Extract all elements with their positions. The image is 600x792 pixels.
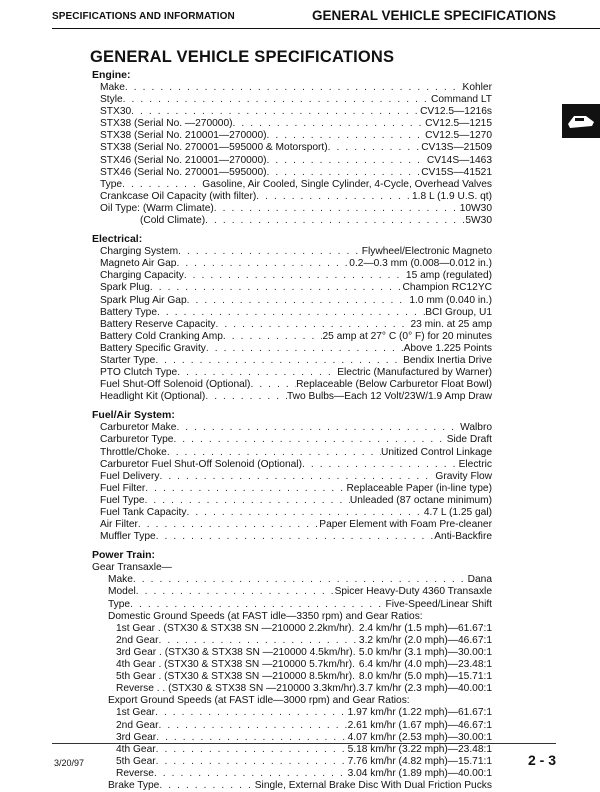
spec-label: 1st Gear . (STX30 & STX38 SN —210000 2.2km/hr) bbox=[116, 622, 352, 634]
spec-label: STX46 (Serial No. 270001—595000) bbox=[100, 166, 267, 178]
spec-row bbox=[100, 130, 492, 142]
spec-label: Make bbox=[108, 574, 133, 586]
spec-value: 1.8 L (1.9 U.S. qt) bbox=[411, 190, 492, 202]
spec-row bbox=[116, 647, 492, 659]
spec-label: Carburetor Fuel Shut-Off Solenoid (Optional) bbox=[100, 458, 302, 470]
spec-label: 2nd Gear bbox=[116, 719, 159, 731]
spec-row bbox=[116, 768, 492, 780]
spec-row bbox=[116, 756, 492, 768]
gear-transaxle-label: Gear Transaxle— bbox=[92, 562, 172, 574]
spec-label: STX30 bbox=[100, 106, 132, 118]
spec-value: 5.18 km/hr (3.22 mph)—23.48:1 bbox=[347, 743, 492, 755]
spec-value: 10W30 bbox=[459, 202, 492, 214]
spec-value: Electric (Manufactured by Warner) bbox=[337, 367, 492, 379]
spec-label: 4th Gear . (STX30 & STX38 SN —210000 5.7km/hr) bbox=[116, 659, 353, 671]
spec-row bbox=[100, 258, 492, 270]
spec-row bbox=[100, 447, 492, 459]
spec-row bbox=[100, 167, 492, 179]
spec-value: BCI Group, U1 bbox=[425, 306, 492, 318]
spec-label: Battery Cold Cranking Amp bbox=[100, 330, 223, 342]
engine-spec-list bbox=[92, 82, 492, 227]
spec-value: Side Draft bbox=[446, 434, 492, 446]
header-divider bbox=[52, 28, 600, 29]
spec-value: 2.61 km/hr (1.67 mph)—46.67:1 bbox=[347, 719, 492, 731]
spec-value: Gasoline, Air Cooled, Single Cylinder, 4-Cycle, Overhead Valves bbox=[202, 178, 492, 190]
spec-row bbox=[100, 422, 492, 434]
spec-value: Replaceable (Below Carburetor Float Bowl) bbox=[296, 379, 492, 391]
spec-label: Charging Capacity bbox=[100, 270, 184, 282]
spec-value: 25 amp at 27° C (0° F) for 20 minutes bbox=[322, 330, 492, 342]
spec-label: Crankcase Oil Capacity (with filter) bbox=[100, 190, 257, 202]
spec-row bbox=[108, 586, 492, 598]
spec-row bbox=[100, 282, 492, 294]
export-speeds-title: Export Ground Speeds (at FAST idle—3000 rpm) and Gear Ratios: bbox=[108, 695, 410, 707]
spec-value: Two Bulbs—Each 12 Volt/23W/1.9 Amp Draw bbox=[287, 391, 492, 403]
spec-label: 2nd Gear bbox=[116, 634, 159, 646]
spec-row bbox=[100, 270, 492, 282]
spec-value: 23 min. at 25 amp bbox=[410, 318, 492, 330]
spec-value: Bendix Inertia Drive bbox=[403, 354, 492, 366]
spec-row bbox=[100, 434, 492, 446]
transaxle-spec-list bbox=[92, 574, 492, 610]
spec-row bbox=[100, 343, 492, 355]
spec-value: CV12.5—1216s bbox=[420, 106, 492, 118]
spec-label: 4th Gear bbox=[116, 743, 156, 755]
spec-row bbox=[100, 495, 492, 507]
spec-value: Paper Element with Foam Pre-cleaner bbox=[319, 519, 492, 531]
spec-row bbox=[116, 732, 492, 744]
spec-row bbox=[100, 179, 492, 191]
page-header bbox=[0, 0, 600, 30]
spec-label: 5th Gear bbox=[116, 755, 156, 767]
spec-label: Carburetor Make bbox=[100, 422, 177, 434]
spec-label: Battery Reserve Capacity bbox=[100, 318, 216, 330]
fuel-section-title: Fuel/Air System: bbox=[92, 409, 175, 422]
power-train-section bbox=[92, 548, 492, 792]
spec-row bbox=[100, 379, 492, 391]
spec-label: STX38 (Serial No. 210001—270000) bbox=[100, 130, 267, 142]
engine-section-title: Engine: bbox=[92, 69, 131, 81]
spec-label: 5th Gear . (STX30 & STX38 SN —210000 8.5km/hr) bbox=[116, 671, 353, 683]
spec-label: 3rd Gear . (STX30 & STX38 SN —210000 4.5km/hr) bbox=[116, 646, 353, 658]
spec-value: CV13S—21509 bbox=[421, 142, 492, 154]
header-section-label: SPECIFICATIONS AND INFORMATION bbox=[52, 11, 235, 22]
spec-value: Dana bbox=[467, 574, 492, 586]
spec-value: Gravity Flow bbox=[435, 470, 492, 482]
spec-label: (Cold Climate) bbox=[140, 215, 206, 227]
spec-row bbox=[100, 507, 492, 519]
spec-value: 2.4 km/hr (1.5 mph)—61.67:1 bbox=[358, 622, 492, 634]
spec-label: Spark Plug Air Gap bbox=[100, 294, 187, 306]
spec-value: Above 1.225 Points bbox=[403, 342, 492, 354]
spec-value: 4.7 L (1.25 gal) bbox=[423, 507, 492, 518]
spec-label: Throttle/Choke bbox=[100, 446, 167, 458]
spec-value: 0.2—0.3 mm (0.008—0.012 in.) bbox=[349, 258, 492, 270]
tractor-icon bbox=[566, 110, 596, 132]
header-page-title: GENERAL VEHICLE SPECIFICATIONS bbox=[311, 8, 556, 23]
domestic-speeds-list bbox=[92, 623, 492, 696]
spec-value: CV12.5—1270 bbox=[425, 130, 492, 142]
spec-row bbox=[108, 599, 492, 611]
spec-label: Fuel Shut-Off Solenoid (Optional) bbox=[100, 379, 251, 391]
spec-label: 3rd Gear bbox=[116, 731, 157, 743]
spec-label: Model bbox=[108, 586, 136, 598]
spec-row bbox=[100, 118, 492, 130]
spec-label: Magneto Air Gap bbox=[100, 258, 177, 270]
spec-value: 8.0 km/hr (5.0 mph)—15.71:1 bbox=[358, 671, 492, 683]
spec-label: Brake Type bbox=[108, 779, 160, 791]
spec-label: Carburetor Type bbox=[100, 434, 174, 446]
spec-value: Walbro bbox=[460, 422, 492, 434]
spec-row bbox=[116, 671, 492, 683]
spec-value: 6.4 km/hr (4.0 mph)—23.48:1 bbox=[358, 659, 492, 671]
spec-row bbox=[116, 744, 492, 756]
spec-value: 4.07 km/hr (2.53 mph)—30.00:1 bbox=[347, 731, 492, 743]
spec-value: 3.04 km/hr (1.89 mph)—40.00:1 bbox=[347, 767, 492, 779]
spec-label: Type bbox=[108, 598, 131, 610]
spec-value: Anti-Backfire bbox=[434, 531, 492, 543]
spec-label: Air Filter bbox=[100, 519, 138, 531]
spec-value: 15 amp (regulated) bbox=[405, 270, 492, 282]
spec-label: STX38 (Serial No. 270001—595000 & Motorsport) bbox=[100, 142, 328, 154]
footer-divider bbox=[52, 743, 556, 744]
spec-label: Fuel Delivery bbox=[100, 470, 160, 482]
spec-row bbox=[116, 659, 492, 671]
electrical-section-title: Electrical: bbox=[92, 233, 143, 246]
spec-value: Electric bbox=[458, 458, 492, 470]
spec-label: 1st Gear bbox=[116, 707, 156, 719]
spec-value: Single, External Brake Disc With Dual Friction Pucks bbox=[254, 779, 492, 791]
footer-date: 3/20/97 bbox=[54, 758, 85, 768]
spec-value: Command LT bbox=[431, 94, 492, 106]
spec-label: Battery Type bbox=[100, 306, 158, 318]
spec-label: STX46 (Serial No. 210001—270000) bbox=[100, 154, 267, 166]
spec-value: 3.2 km/hr (2.0 mph)—46.67:1 bbox=[358, 634, 492, 646]
electrical-spec-list bbox=[92, 246, 492, 403]
spec-row bbox=[100, 319, 492, 331]
spec-row bbox=[116, 720, 492, 732]
spec-row bbox=[116, 707, 492, 719]
spec-value: CV14S—1463 bbox=[426, 154, 492, 166]
spec-value: Replaceable Paper (in-line type) bbox=[346, 482, 492, 494]
document-title: GENERAL VEHICLE SPECIFICATIONS bbox=[90, 48, 395, 66]
spec-row bbox=[100, 367, 492, 379]
spec-row bbox=[108, 574, 492, 586]
electrical-section bbox=[92, 232, 492, 403]
spec-value: Unitized Control Linkage bbox=[381, 446, 492, 458]
spec-value: 3.7 km/hr (2.3 mph)—40.00:1 bbox=[358, 683, 492, 695]
spec-value: Champion RC12YC bbox=[402, 282, 492, 294]
spec-label: Type bbox=[100, 178, 123, 190]
spec-row bbox=[100, 295, 492, 307]
power-train-section-title: Power Train: bbox=[92, 549, 156, 562]
spec-label: PTO Clutch Type bbox=[100, 367, 178, 379]
spec-value: Spicer Heavy-Duty 4360 Transaxle bbox=[334, 586, 492, 598]
spec-label: STX38 (Serial No. —270000) bbox=[100, 118, 233, 130]
spec-row bbox=[116, 683, 492, 695]
spec-label: Fuel Tank Capacity bbox=[100, 507, 187, 518]
spec-row bbox=[100, 519, 492, 531]
spec-label: Reverse bbox=[116, 767, 154, 779]
spec-label: Make bbox=[100, 82, 125, 93]
spec-label: Fuel Type bbox=[100, 494, 145, 506]
spec-row bbox=[100, 246, 492, 258]
spec-label: Reverse . . (STX30 & STX38 SN —210000 3.3km/hr) bbox=[116, 683, 357, 695]
spec-row bbox=[100, 82, 492, 94]
spec-row bbox=[100, 215, 492, 227]
spec-row bbox=[116, 623, 492, 635]
spec-label: Muffler Type bbox=[100, 531, 156, 543]
domestic-speeds-title: Domestic Ground Speeds (at FAST idle—3350 rpm) and Gear Ratios: bbox=[108, 610, 423, 622]
spec-row bbox=[100, 483, 492, 495]
spec-row bbox=[100, 355, 492, 367]
spec-value: Flywheel/Electronic Magneto bbox=[361, 246, 492, 258]
spec-row bbox=[100, 459, 492, 471]
spec-value: 1.97 km/hr (1.22 mph)—61.67:1 bbox=[347, 707, 492, 719]
spec-row bbox=[100, 94, 492, 106]
fuel-section bbox=[92, 408, 492, 543]
spec-value: 5W30 bbox=[465, 215, 492, 227]
spec-value: Unleaded (87 octane minimum) bbox=[349, 494, 492, 506]
spec-label: Headlight Kit (Optional) bbox=[100, 391, 206, 403]
section-tab-marker bbox=[562, 104, 600, 138]
spec-value: CV12.5—1215 bbox=[425, 118, 492, 130]
spec-value: 7.76 km/hr (4.82 mph)—15.71:1 bbox=[347, 755, 492, 767]
spec-value: 1.0 mm (0.040 in.) bbox=[409, 294, 492, 306]
spec-content bbox=[92, 68, 492, 792]
spec-row bbox=[100, 106, 492, 118]
engine-section bbox=[92, 68, 492, 227]
spec-label: Oil Type: (Warm Climate) bbox=[100, 202, 214, 214]
spec-row bbox=[100, 203, 492, 215]
spec-value: Kohler bbox=[462, 82, 492, 93]
fuel-spec-list bbox=[92, 422, 492, 543]
spec-row bbox=[100, 331, 492, 343]
spec-value: CV15S—41521 bbox=[421, 166, 492, 178]
spec-row bbox=[100, 155, 492, 167]
spec-row bbox=[100, 142, 492, 154]
spec-row bbox=[100, 531, 492, 543]
spec-row bbox=[100, 471, 492, 483]
spec-row bbox=[100, 307, 492, 319]
spec-label: Starter Type bbox=[100, 354, 156, 366]
spec-label: Style bbox=[100, 94, 123, 106]
spec-row bbox=[116, 635, 492, 647]
brake-type-row bbox=[108, 780, 492, 792]
spec-label: Battery Specific Gravity bbox=[100, 342, 206, 354]
spec-row bbox=[100, 391, 492, 403]
spec-label: Fuel Filter bbox=[100, 482, 146, 494]
spec-value: 5.0 km/hr (3.1 mph)—30.00:1 bbox=[358, 646, 492, 658]
spec-row bbox=[100, 191, 492, 203]
page-number: 2 - 3 bbox=[527, 752, 556, 768]
spec-label: Charging System bbox=[100, 246, 179, 258]
spec-label: Spark Plug bbox=[100, 282, 150, 294]
spec-value: Five-Speed/Linear Shift bbox=[385, 598, 492, 610]
